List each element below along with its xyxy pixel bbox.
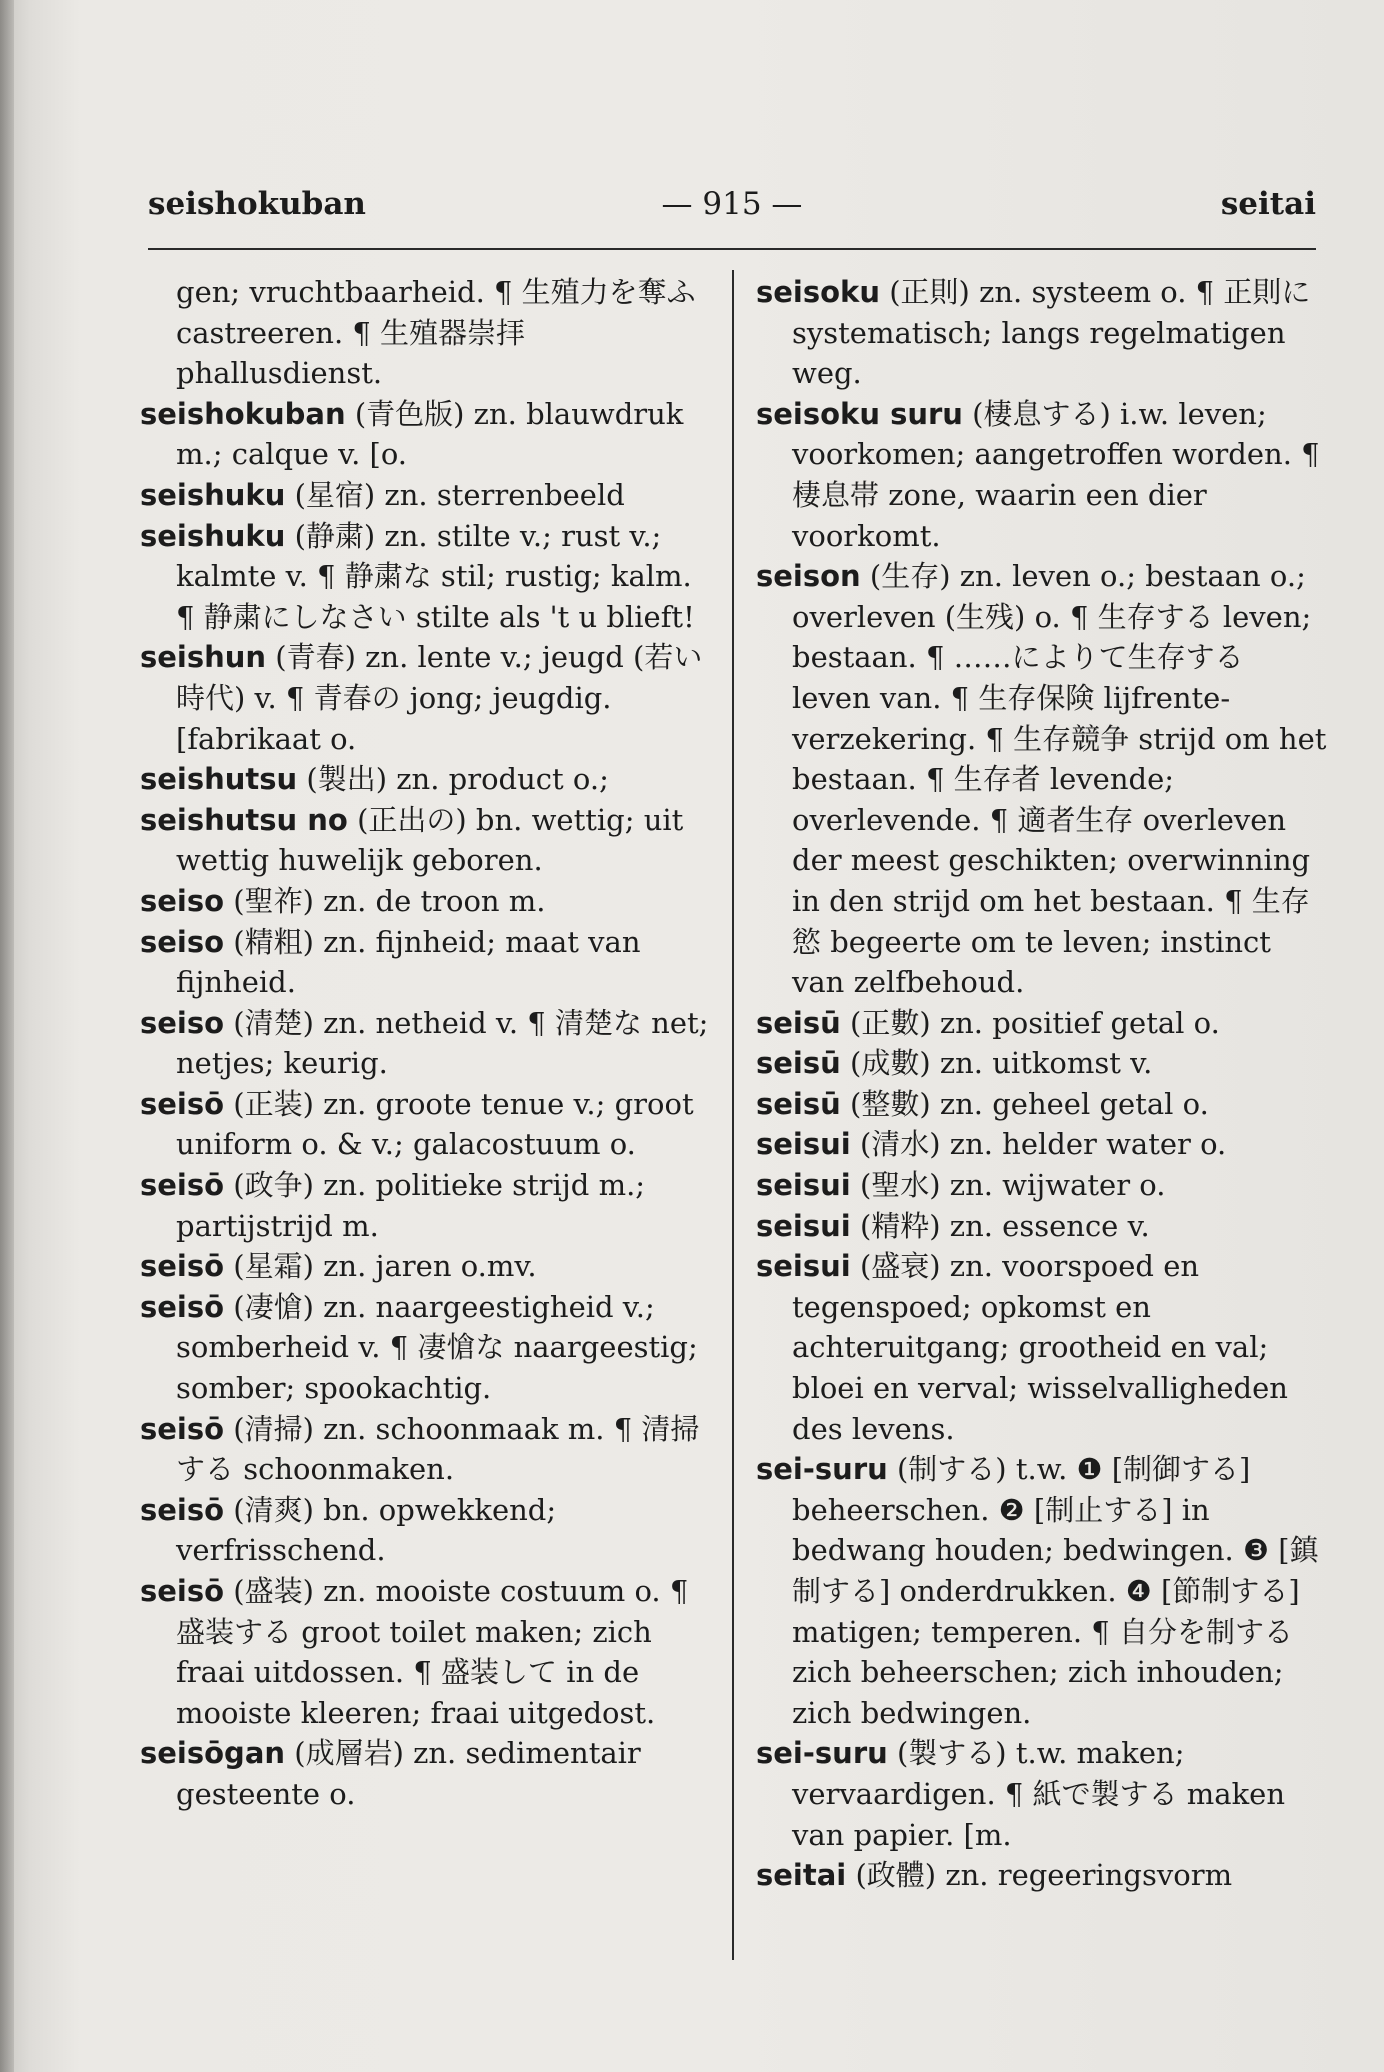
dictionary-entry: seison (生存) zn. leven o.; bestaan o.; overleven (生残) o. ¶ 生存する leven; bestaan. ¶ ……によりて生存する leven van. ¶ 生存保険 lijfrente-verzekering. ¶ 生存競争 strijd om het bestaan. ¶ 生存者 levende; overlevende. ¶ 適者生存 overleven der meest geschikten; overwinning in den strijd om het bestaan. ¶ 生存慾 begeerte om te leven; instinct van zelfbehoud.: [756, 559, 1327, 1000]
headword: seisoku: [756, 275, 880, 309]
headword: seisō: [140, 1574, 225, 1608]
headword: seishutsu: [140, 762, 298, 797]
left-column: [140, 272, 710, 1815]
headword: seisō: [140, 1086, 225, 1121]
dictionary-entry: seishuku (星宿) zn. sterrenbeeld: [140, 477, 625, 512]
dictionary-entry: seiso (精粗) zn. fijnheid; maat van fijnheid.: [140, 924, 641, 1000]
headword: seishokuban: [140, 396, 346, 431]
dictionary-entry: seisū (成數) zn. uitkomst v.: [756, 1046, 1153, 1081]
headword: seisui: [756, 1208, 851, 1243]
headword: seisōgan: [140, 1736, 286, 1771]
headword: seiso: [140, 883, 225, 918]
dictionary-entry: seitai (政體) zn. regeeringsvorm: [756, 1858, 1233, 1893]
headword: seisō: [140, 1249, 225, 1284]
dictionary-entry: seisoku suru (棲息する) i.w. leven; voorkomen; aangetroffen worden. ¶ 棲息帯 zone, waarin een dier voorkomt.: [756, 396, 1320, 553]
right-column: [756, 272, 1328, 1896]
dictionary-entry: seisoku (正則) zn. systeem o. ¶ 正則に systematisch; langs regelmatigen weg.: [756, 275, 1311, 391]
binding-edge: [0, 0, 14, 2072]
dictionary-entry: seishokuban (青色版) zn. blauwdruk m.; calque v. [o.: [140, 396, 684, 472]
dictionary-entry: seishuku (静粛) zn. stilte v.; rust v.; kalmte v. ¶ 静粛な stil; rustig; kalm. ¶ 静粛にしなさい stilte als 't u blieft!: [140, 518, 695, 634]
headword: seisō: [140, 1411, 225, 1446]
dictionary-entry: seiso (清楚) zn. netheid v. ¶ 清楚な net; netjes; keurig.: [140, 1005, 709, 1081]
dictionary-entry: seiso (聖祚) zn. de troon m.: [140, 883, 546, 918]
headword: sei-suru: [756, 1452, 888, 1487]
dictionary-entry: seisō (正装) zn. groote tenue v.; groot uniform o. & v.; galacostuum o.: [140, 1086, 694, 1162]
headword: seisū: [756, 1086, 841, 1121]
headword: seishutsu no: [140, 802, 348, 837]
headword: seisui: [756, 1249, 851, 1284]
guide-word-right: seitai: [1220, 186, 1316, 222]
dictionary-entry: seisō (凄愴) zn. naargeestigheid v.; somberheid v. ¶ 凄愴な naargeestig; somber; spookachtig.: [140, 1289, 698, 1406]
headword: seiso: [140, 1005, 225, 1040]
dictionary-entry: seisō (清掃) zn. schoonmaak m. ¶ 清掃する schoonmaken.: [140, 1411, 700, 1487]
headword: seisoku suru: [756, 396, 963, 431]
headword: seison: [756, 559, 861, 594]
dictionary-entry: seisōgan (成層岩) zn. sedimentair gesteente o.: [140, 1736, 641, 1811]
headword: seisō: [140, 1168, 225, 1203]
dictionary-entry: seisū (正數) zn. positief getal o.: [756, 1005, 1220, 1040]
dictionary-entry: seishun (青春) zn. lente v.; jeugd (若い時代) v. ¶ 青春の jong; jeugdig. [fabrikaat o.: [140, 640, 703, 756]
headword: seisō: [140, 1492, 225, 1527]
headword: seisū: [756, 1046, 841, 1081]
dictionary-entry: sei-suru (製する) t.w. maken; vervaardigen. ¶ 紙で製する maken van papier. [m.: [756, 1736, 1286, 1852]
headword: seisui: [756, 1127, 851, 1162]
dictionary-entry: seisō (政争) zn. politieke strijd m.; partijstrijd m.: [140, 1168, 646, 1243]
dictionary-entry: gen; vruchtbaarheid. ¶ 生殖力を奪ふ castreeren. ¶ 生殖器崇拝 phallusdienst.: [176, 275, 696, 391]
headword: sei-suru: [756, 1736, 888, 1771]
dictionary-entry: seisui (清水) zn. helder water o.: [756, 1127, 1227, 1162]
headword: seishun: [140, 640, 267, 675]
dictionary-entry: seisui (盛衰) zn. voorspoed en tegenspoed; opkomst en achteruitgang; grootheid en val; bloei en verval; wisselvalligheden des levens.: [756, 1249, 1288, 1446]
dictionary-entry: seisō (清爽) bn. opwekkend; verfrisschend.: [140, 1492, 557, 1568]
dictionary-entry: seishutsu no (正出の) bn. wettig; uit wettig huwelijk geboren.: [140, 802, 684, 878]
dictionary-entry: seisō (盛装) zn. mooiste costuum o. ¶ 盛装する groot toilet maken; zich fraai uitdossen. ¶ 盛装して in de mooiste kleeren; fraai uitgedost.: [140, 1574, 689, 1730]
dictionary-entry: sei-suru (制する) t.w. ❶ [制御する] beheerschen. ❷ [制止する] in bedwang houden; bedwingen. ❸ [鎮制する] onderdrukken. ❹ [節制する] matigen; temperen. ¶ 自分を制する zich beheerschen; zich inhouden; zich bedwingen.: [756, 1452, 1319, 1730]
headword: seiso: [140, 924, 225, 959]
headword: seisui: [756, 1168, 851, 1203]
dictionary-entry: seisū (整數) zn. geheel getal o.: [756, 1086, 1209, 1121]
column-divider: [732, 270, 734, 1960]
dictionary-entry: seisui (聖水) zn. wijwater o.: [756, 1168, 1166, 1203]
headword: seitai: [756, 1858, 847, 1893]
headword: seisō: [140, 1289, 225, 1324]
running-head: [148, 186, 1316, 236]
headword: seisū: [756, 1005, 841, 1040]
dictionary-entry: seisō (星霜) zn. jaren o.mv.: [140, 1249, 537, 1284]
headword: seishuku: [140, 518, 286, 553]
page-number: — 915 —: [661, 186, 803, 222]
headword: seishuku: [140, 477, 286, 512]
header-rule: [148, 248, 1316, 250]
guide-word-left: seishokuban: [148, 186, 366, 222]
dictionary-entry: seishutsu (製出) zn. product o.;: [140, 762, 609, 797]
dictionary-entry: seisui (精粋) zn. essence v.: [756, 1208, 1150, 1243]
